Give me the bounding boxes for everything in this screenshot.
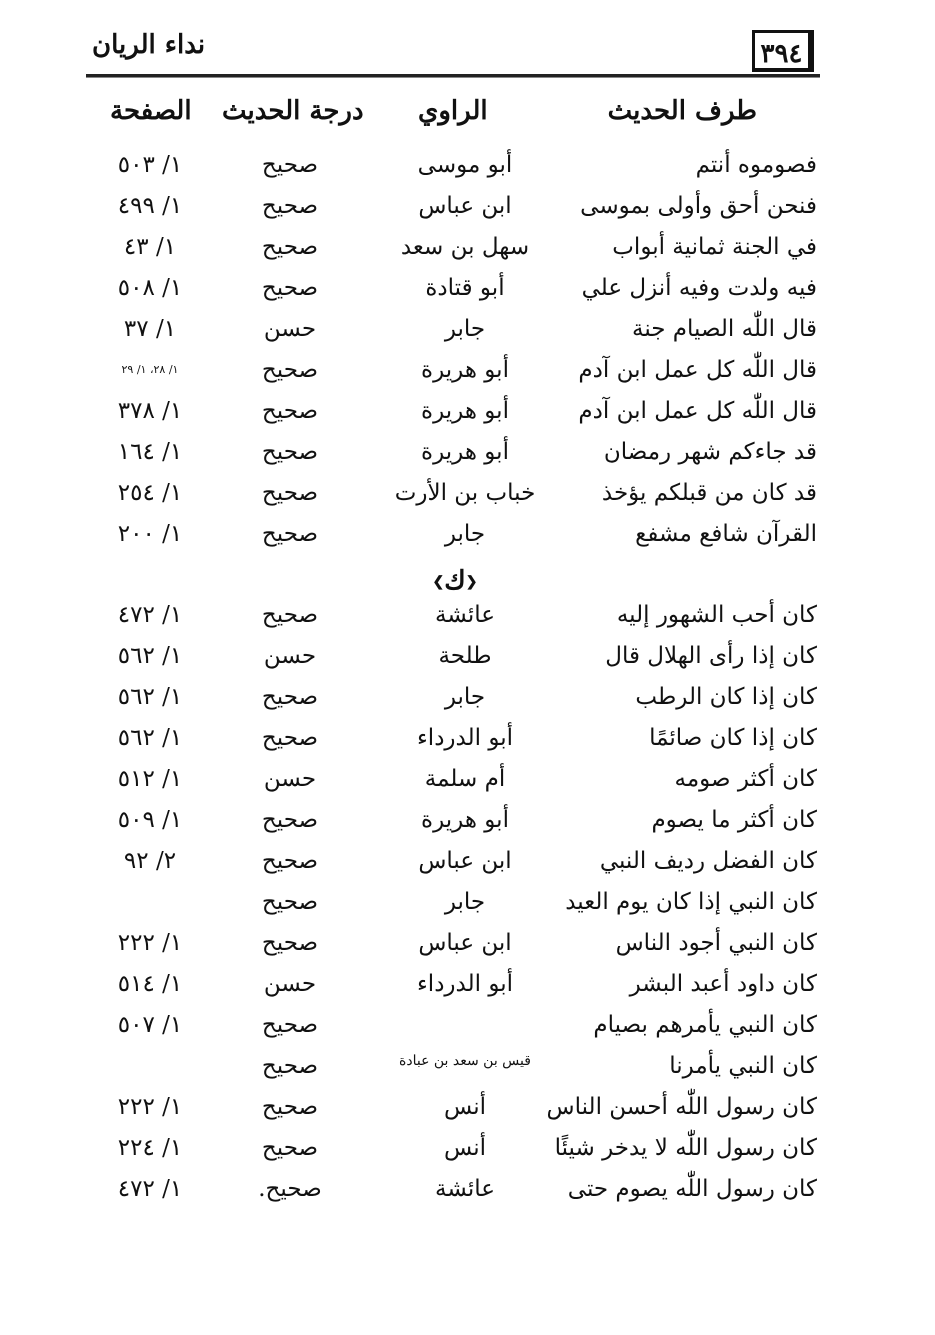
cell-hadith: فصوموه أنتم <box>695 152 817 178</box>
cell-rawi: ابن عباس <box>418 848 512 874</box>
cell-page: ١/ ٢٨، ١/ ٢٩ <box>121 363 179 376</box>
cell-grade: صحيح. <box>258 1176 322 1202</box>
cell-rawi: عائشة <box>435 602 495 628</box>
column-header-rawi: الراوي <box>418 96 488 126</box>
cell-hadith: فنحن أحق وأولى بموسى <box>580 193 817 219</box>
cell-rawi: سهل بن سعد <box>400 234 530 260</box>
cell-hadith: كان النبي أجود الناس <box>615 930 817 956</box>
cell-rawi: أبو هريرة <box>421 807 509 833</box>
cell-page: ١/ ٤٩٩ <box>117 193 183 219</box>
cell-page: ١/ ٣٧٨ <box>117 398 183 424</box>
cell-rawi: أبو قتادة <box>425 275 505 301</box>
cell-hadith: قال اللّٰه كل عمل ابن آدم <box>578 357 817 383</box>
cell-page: ١/ ٤٣ <box>123 234 177 260</box>
page-number: ٣٩٤ <box>752 30 814 72</box>
cell-rawi: خباب بن الأرت <box>394 480 536 506</box>
cell-rawi: أنس <box>443 1135 487 1161</box>
cell-page: ١/ ٥٠٨ <box>117 275 183 301</box>
cell-rawi: أبو الدرداء <box>416 725 513 751</box>
cell-page: ١/ ٤٧٢ <box>117 1176 183 1202</box>
cell-hadith: في الجنة ثمانية أبواب <box>612 234 817 260</box>
cell-hadith: قد كان من قبلكم يؤخذ <box>601 480 817 506</box>
cell-rawi: أنس <box>443 1094 487 1120</box>
cell-grade: صحيح <box>261 1135 319 1161</box>
cell-grade: صحيح <box>261 725 319 751</box>
cell-grade: صحيح <box>261 1053 319 1079</box>
cell-grade: حسن <box>263 643 317 669</box>
cell-grade: صحيح <box>261 480 319 506</box>
cell-rawi: أبو الدرداء <box>416 971 513 997</box>
cell-page: ١/ ٥١٢ <box>117 766 183 792</box>
running-header-title: نداء الريان <box>92 30 206 60</box>
cell-rawi: أبو هريرة <box>421 398 509 424</box>
cell-grade: حسن <box>263 766 317 792</box>
cell-rawi: أبو موسى <box>417 152 513 178</box>
cell-hadith: القرآن شافع مشفع <box>635 521 817 547</box>
ornament-right-icon: ❯ <box>432 574 445 590</box>
cell-rawi: عائشة <box>435 1176 495 1202</box>
cell-page: ١/ ٢٥٤ <box>117 480 183 506</box>
cell-page: ١/ ٢٢٤ <box>117 1135 183 1161</box>
cell-page: ١/ ٥٠٩ <box>117 807 183 833</box>
cell-grade: صحيح <box>261 193 319 219</box>
cell-page: ١/ ٥٦٢ <box>117 643 183 669</box>
cell-hadith: قال اللّٰه الصيام جنة <box>631 316 817 342</box>
cell-grade: صحيح <box>261 807 319 833</box>
cell-page: ١/ ٥٦٢ <box>117 725 183 751</box>
cell-rawi: جابر <box>444 684 486 710</box>
cell-hadith: قال اللّٰه كل عمل ابن آدم <box>578 398 817 424</box>
cell-grade: صحيح <box>261 439 319 465</box>
cell-rawi: ابن عباس <box>418 930 512 956</box>
cell-hadith: كان أكثر ما يصوم <box>651 807 817 833</box>
cell-rawi: طلحة <box>438 643 492 669</box>
cell-page: ٢/ ٩٢ <box>123 848 177 874</box>
column-header-hadith: طرف الحديث <box>607 96 757 126</box>
cell-page: ١/ ٢٢٢ <box>117 930 183 956</box>
cell-hadith: كان إذا كان الرطب <box>635 684 817 710</box>
cell-grade: صحيح <box>261 357 319 383</box>
cell-page: ١/ ٢٢٢ <box>117 1094 183 1120</box>
cell-page: ١/ ٥١٤ <box>117 971 183 997</box>
cell-page: ١/ ٣٧ <box>123 316 177 342</box>
ornament-left-icon: ❮ <box>465 574 478 590</box>
cell-grade: صحيح <box>261 889 319 915</box>
cell-grade: صحيح <box>261 848 319 874</box>
cell-hadith: قد جاءكم شهر رمضان <box>603 439 817 465</box>
cell-grade: صحيح <box>261 234 319 260</box>
cell-rawi: جابر <box>444 889 486 915</box>
cell-hadith: كان رسول اللّٰه لا يدخر شيئًا <box>554 1135 817 1161</box>
cell-rawi: قيس بن سعد بن عبادة <box>399 1053 531 1069</box>
cell-page: ١/ ٥٠٧ <box>117 1012 183 1038</box>
cell-page: ١/ ٤٧٢ <box>117 602 183 628</box>
cell-hadith: كان النبي يأمرهم بصيام <box>593 1012 817 1038</box>
cell-grade: صحيح <box>261 684 319 710</box>
cell-rawi: أبو هريرة <box>421 357 509 383</box>
column-header-page: الصفحة <box>110 96 192 126</box>
cell-hadith: كان أكثر صومه <box>674 766 817 792</box>
cell-page: ١/ ٥٦٢ <box>117 684 183 710</box>
cell-hadith: كان داود أعبد البشر <box>629 971 817 997</box>
cell-hadith: كان الفضل رديف النبي <box>599 848 817 874</box>
cell-hadith: فيه ولدت وفيه أنزل علي <box>581 275 817 301</box>
cell-hadith: كان النبي يأمرنا <box>669 1053 817 1079</box>
cell-grade: صحيح <box>261 152 319 178</box>
cell-grade: صحيح <box>261 602 319 628</box>
cell-grade: صحيح <box>261 1094 319 1120</box>
column-header-grade: درجة الحديث <box>222 96 364 126</box>
cell-hadith: كان إذا رأى الهلال قال <box>605 643 817 669</box>
cell-grade: حسن <box>263 316 317 342</box>
cell-grade: صحيح <box>261 398 319 424</box>
cell-hadith: كان رسول اللّٰه أحسن الناس <box>546 1094 817 1120</box>
cell-page: ١/ ١٦٤ <box>117 439 183 465</box>
cell-grade: صحيح <box>261 521 319 547</box>
cell-rawi: جابر <box>444 521 486 547</box>
cell-rawi: أم سلمة <box>424 766 506 792</box>
cell-hadith: كان إذا كان صائمًا <box>649 725 817 751</box>
cell-hadith: كان رسول اللّٰه يصوم حتى <box>567 1176 817 1202</box>
cell-grade: صحيح <box>261 930 319 956</box>
cell-rawi: جابر <box>444 316 486 342</box>
cell-grade: صحيح <box>261 1012 319 1038</box>
cell-grade: حسن <box>263 971 317 997</box>
cell-page: ١/ ٢٠٠ <box>117 521 183 547</box>
cell-rawi: أبو هريرة <box>421 439 509 465</box>
section-letter: ك <box>444 566 466 596</box>
cell-grade: صحيح <box>261 275 319 301</box>
cell-rawi: ابن عباس <box>418 193 512 219</box>
cell-hadith: كان النبي إذا كان يوم العيد <box>565 889 817 915</box>
cell-hadith: كان أحب الشهور إليه <box>616 602 817 628</box>
cell-page: ١/ ٥٠٣ <box>117 152 183 178</box>
